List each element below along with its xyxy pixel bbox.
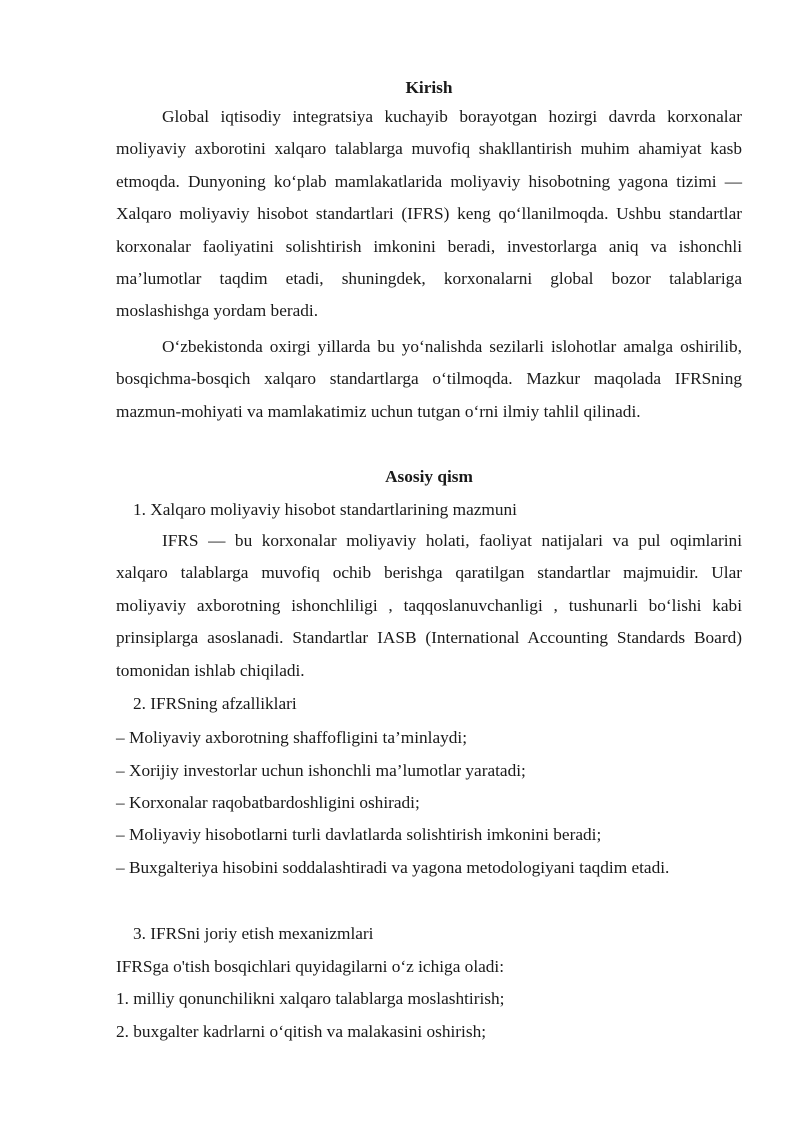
advantage-item: – Buxgalteriya hisobini soddalashtiradi va yagona metodologiyani taqdim etadi. [116, 858, 670, 877]
intro-paragraph-1 [116, 101, 742, 328]
section-heading-2: 2. IFRSning afzalliklari [133, 694, 297, 713]
paragraph-text: Global iqtisodiy integratsiya kuchayib borayotgan hozirgi davrda korxonalar moliyaviy axborotini xalqaro talablarga muvofiq shakllantirish muhim ahamiyat kasb etmoqda. Dunyoning ko‘plab mamlakatlarida moliyaviy hisobotning yagona tizimi — Xalqaro moliyaviy hisobot standartlari (IFRS) keng qo‘llanilmoqda. Ushbu standartlar korxonalar faoliyatini solishtirish imkonini beradi, investorlarga aniq va ishonchli ma’lumotlar taqdim etadi, shuningdek, korxonalarni global bozor talablariga moslashishga yordam beradi. [116, 107, 742, 321]
stage-item: 1. milliy qonunchilikni xalqaro talablarga moslashtirish; [116, 989, 505, 1008]
advantage-item: – Moliyaviy hisobotlarni turli davlatlarda solishtirish imkonini beradi; [116, 825, 602, 844]
heading-intro: Kirish [405, 78, 453, 97]
section-heading-3: 3. IFRSni joriy etish mexanizmlari [133, 924, 374, 943]
stages-intro: IFRSga o'tish bosqichlari quyidagilarni o‘z ichiga oladi: [116, 957, 505, 976]
stage-item: 2. buxgalter kadrlarni o‘qitish va malakasini oshirish; [116, 1022, 487, 1041]
advantage-item: – Xorijiy investorlar uchun ishonchli ma’lumotlar yaratadi; [116, 761, 526, 780]
heading-main: Asosiy qism [385, 467, 473, 486]
paragraph-text: O‘zbekistonda oxirgi yillarda bu yo‘nalishda sezilarli islohotlar amalga oshirilib, bosqichma-bosqich xalqaro standartlarga o‘tilmoqda. Mazkur maqolada IFRSning mazmun-mohiyati va mamlakatimiz uchun tutgan o‘rni ilmiy tahlil qilinadi. [116, 337, 742, 421]
advantage-item: – Korxonalar raqobatbardoshligini oshiradi; [116, 793, 420, 812]
section-heading-1: 1. Xalqaro moliyaviy hisobot standartlarining mazmuni [133, 500, 517, 519]
advantage-item: – Moliyaviy axborotning shaffofligini ta’minlaydi; [116, 728, 468, 747]
section-1-paragraph [116, 525, 742, 687]
paragraph-text: IFRS — bu korxonalar moliyaviy holati, faoliyat natijalari va pul oqimlarini xalqaro talablarga muvofiq ochib berishga qaratilgan standartlar majmuidir. Ular moliyaviy axborotning ishonchliligi , taqqoslanuvchanligi , tushunarli bo‘lishi kabi prinsiplarga asoslanadi. Standartlar IASB (International Accounting Standards Board) tomonidan ishlab chiqiladi. [116, 531, 742, 680]
intro-paragraph-2 [116, 331, 742, 428]
